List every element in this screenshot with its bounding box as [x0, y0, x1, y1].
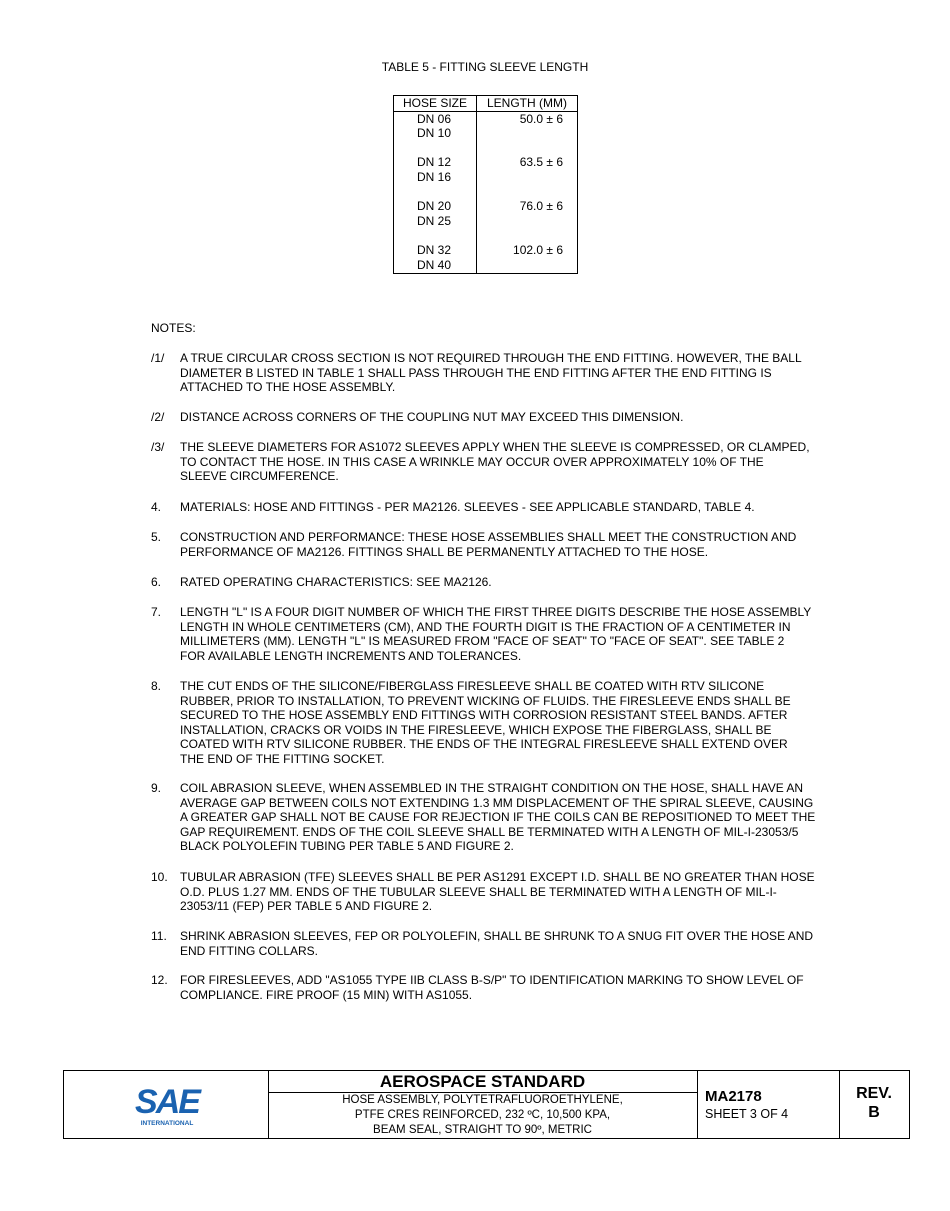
sleeve-length: 102.0 ± 6 [477, 243, 578, 273]
note-text [180, 605, 860, 663]
notes-heading: NOTES: [151, 321, 196, 335]
note-number: /1/ [151, 351, 165, 365]
note-line: INSTALLATION, CRACKS OR VOIDS IN THE FIRESLEEVE, WHICH EXPOSE THE FIBERGLASS, SHALL BE [180, 722, 772, 737]
table-caption: TABLE 5 - FITTING SLEEVE LENGTH [381, 60, 589, 74]
note-line: A TRUE CIRCULAR CROSS SECTION IS NOT REQUIRED THROUGH THE END FITTING. HOWEVER, THE BALL [180, 351, 802, 365]
title-block [63, 1070, 910, 1139]
note-line: 23053/11 (FEP) PER TABLE 5 AND FIGURE 2. [180, 899, 433, 913]
note-line: RUBBER, PRIOR TO INSTALLATION, TO PREVENT WICKING OF FLUIDS. THE FIRESLEEVE ENDS SHALL BE [180, 693, 791, 708]
note-line: COMPLIANCE. FIRE PROOF (15 MIN) WITH AS1055. [180, 987, 473, 1002]
note-text [180, 929, 860, 958]
document-description: HOSE ASSEMBLY, POLYTETRAFLUOROETHYLENE, PTFE CRES REINFORCED, 232 ºC, 10,500 KPA, BEAM SEAL, STRAIGHT TO 90º, METRIC [342, 1094, 623, 1136]
note-number: 4. [151, 500, 162, 514]
document-number: MA2178 [705, 1088, 762, 1105]
note-number: 7. [151, 605, 162, 619]
note-line: A GREATER GAP SHALL NOT BE CAUSE FOR REJECTION IF THE COILS CAN BE REPOSITIONED TO MEET THE [180, 810, 816, 824]
note-line: COIL ABRASION SLEEVE, WHEN ASSEMBLED IN THE STRAIGHT CONDITION ON THE HOSE, SHALL HAVE AN [180, 781, 804, 795]
fitting-sleeve-table [393, 95, 578, 274]
note-line: END FITTING COLLARS. [180, 943, 319, 958]
note-line: SECURED TO THE HOSE ASSEMBLY END FITTINGS WITH CORROSION RESISTANT STEEL BANDS. AFTER [180, 708, 788, 722]
note-text [180, 870, 860, 914]
note-number: /3/ [151, 440, 165, 454]
note-text [180, 440, 860, 484]
note-number: 10. [151, 870, 168, 884]
hose-size: DN 12 [417, 155, 452, 169]
note-number: 6. [151, 575, 162, 589]
table-row [394, 111, 578, 155]
note-line: ATTACHED TO THE HOSE ASSEMBLY. [180, 380, 396, 394]
note-line: AVERAGE GAP BETWEEN COILS NOT EXTENDING 1.3 MM DISPLACEMENT OF THE SPIRAL SLEEVE, CAUSING [180, 795, 814, 810]
note-text [180, 679, 860, 766]
note-number: 11. [151, 929, 167, 943]
table-row [394, 199, 578, 243]
note-number: 9. [151, 781, 162, 795]
note-line: LENGTH IN WHOLE CENTIMETERS (CM), AND THE FOURTH DIGIT IS THE FRACTION OF A CENTIMETER IN [180, 619, 791, 634]
table-row [394, 155, 578, 199]
note-line: RATED OPERATING CHARACTERISTICS: SEE MA2126. [180, 575, 492, 589]
note-text [180, 973, 860, 1002]
note-line: FOR FIRESLEEVES, ADD "AS1055 TYPE IIB CLASS B-S/P" TO IDENTIFICATION MARKING TO SHOW LEVEL OF [180, 973, 804, 987]
standard-title: AEROSPACE STANDARD [268, 1071, 697, 1093]
note-number: /2/ [151, 410, 165, 424]
note-line: THE SLEEVE DIAMETERS FOR AS1072 SLEEVES APPLY WHEN THE SLEEVE IS COMPRESSED, OR CLAMPED, [180, 440, 810, 454]
revision-label: REV. [856, 1085, 892, 1102]
sae-logo-graphic [64, 1071, 268, 1138]
col-header-hose-size: HOSE SIZE [394, 96, 477, 112]
note-line: SLEEVE CIRCUMFERENCE. [180, 469, 339, 483]
note-line: PERFORMANCE OF MA2126. FITTINGS SHALL BE PERMANENTLY ATTACHED TO THE HOSE. [180, 544, 709, 559]
note-line: O.D. PLUS 1.27 MM. ENDS OF THE TUBULAR SLEEVE SHALL BE TERMINATED WITH A LENGTH OF MIL-I- [180, 884, 777, 899]
note-line: THE CUT ENDS OF THE SILICONE/FIBERGLASS FIRESLEEVE SHALL BE COATED WITH RTV SILICONE [180, 679, 765, 693]
sheet-number: SHEET 3 OF 4 [705, 1107, 789, 1121]
sleeve-length: 50.0 ± 6 [477, 111, 578, 155]
note-text [180, 351, 860, 395]
note-line: LENGTH "L" IS A FOUR DIGIT NUMBER OF WHICH THE FIRST THREE DIGITS DESCRIBE THE HOSE ASSEMBLY [180, 605, 812, 619]
note-line: BLACK POLYOLEFIN TUBING PER TABLE 5 AND FIGURE 2. [180, 839, 514, 853]
note-text [180, 500, 860, 515]
hose-size: DN 16 [417, 169, 452, 184]
note-line: TUBULAR ABRASION (TFE) SLEEVES SHALL BE PER AS1291 EXCEPT I.D. SHALL BE NO GREATER THAN HOSE [180, 870, 815, 884]
hose-size: DN 40 [417, 257, 452, 272]
note-line: COATED WITH RTV SILICONE RUBBER. THE ENDS OF THE INTEGRAL FIRESLEEVE SHALL EXTEND OVER [180, 737, 788, 751]
note-line: CONSTRUCTION AND PERFORMANCE: THESE HOSE ASSEMBLIES SHALL MEET THE CONSTRUCTION AND [180, 530, 797, 544]
note-text [180, 410, 860, 425]
table-row [394, 243, 578, 273]
sleeve-length: 63.5 ± 6 [477, 155, 578, 199]
note-text [180, 530, 860, 559]
hose-size: DN 25 [417, 213, 452, 228]
logo-wordmark: SAE [135, 1083, 199, 1121]
revision-value: B [868, 1104, 880, 1121]
note-line: TO CONTACT THE HOSE. IN THIS CASE A WRINKLE MAY OCCUR OVER APPROXIMATELY 10% OF THE [180, 454, 764, 469]
note-line: SHRINK ABRASION SLEEVES, FEP OR POLYOLEFIN, SHALL BE SHRUNK TO A SNUG FIT OVER THE HOSE AND [180, 929, 814, 943]
hose-size: DN 20 [417, 199, 452, 213]
note-line: MILLIMETERS (MM). LENGTH "L" IS MEASURED FROM "FACE OF SEAT" TO "FACE OF SEAT". SEE TABLE 2 [180, 634, 785, 648]
revision-block [839, 1071, 909, 1138]
sae-logo [64, 1071, 269, 1138]
sleeve-length: 76.0 ± 6 [477, 199, 578, 243]
note-number: 12. [151, 973, 168, 987]
note-line: DIAMETER B LISTED IN TABLE 1 SHALL PASS THROUGH THE END FITTING AFTER THE END FITTING IS [180, 365, 772, 380]
note-number: 5. [151, 530, 162, 544]
note-text [180, 781, 860, 854]
note-line: DISTANCE ACROSS CORNERS OF THE COUPLING NUT MAY EXCEED THIS DIMENSION. [180, 410, 684, 424]
note-line: GAP REQUIREMENT. ENDS OF THE COIL SLEEVE SHALL BE TERMINATED WITH A LENGTH OF MIL-I-23053/5 [180, 824, 799, 839]
note-text [180, 575, 860, 590]
logo-subtitle: INTERNATIONAL [140, 1120, 194, 1127]
hose-size: DN 06 [417, 111, 452, 126]
hose-size: DN 32 [417, 243, 452, 257]
note-line: MATERIALS: HOSE AND FITTINGS - PER MA2126. SLEEVES - SEE APPLICABLE STANDARD, TABLE 4. [180, 500, 755, 514]
hose-size: DN 10 [417, 126, 452, 140]
note-line: THE END OF THE FITTING SOCKET. [180, 751, 385, 766]
note-line: FOR AVAILABLE LENGTH INCREMENTS AND TOLERANCES. [180, 648, 522, 663]
note-number: 8. [151, 679, 162, 693]
col-header-length: LENGTH (MM) [477, 96, 578, 112]
